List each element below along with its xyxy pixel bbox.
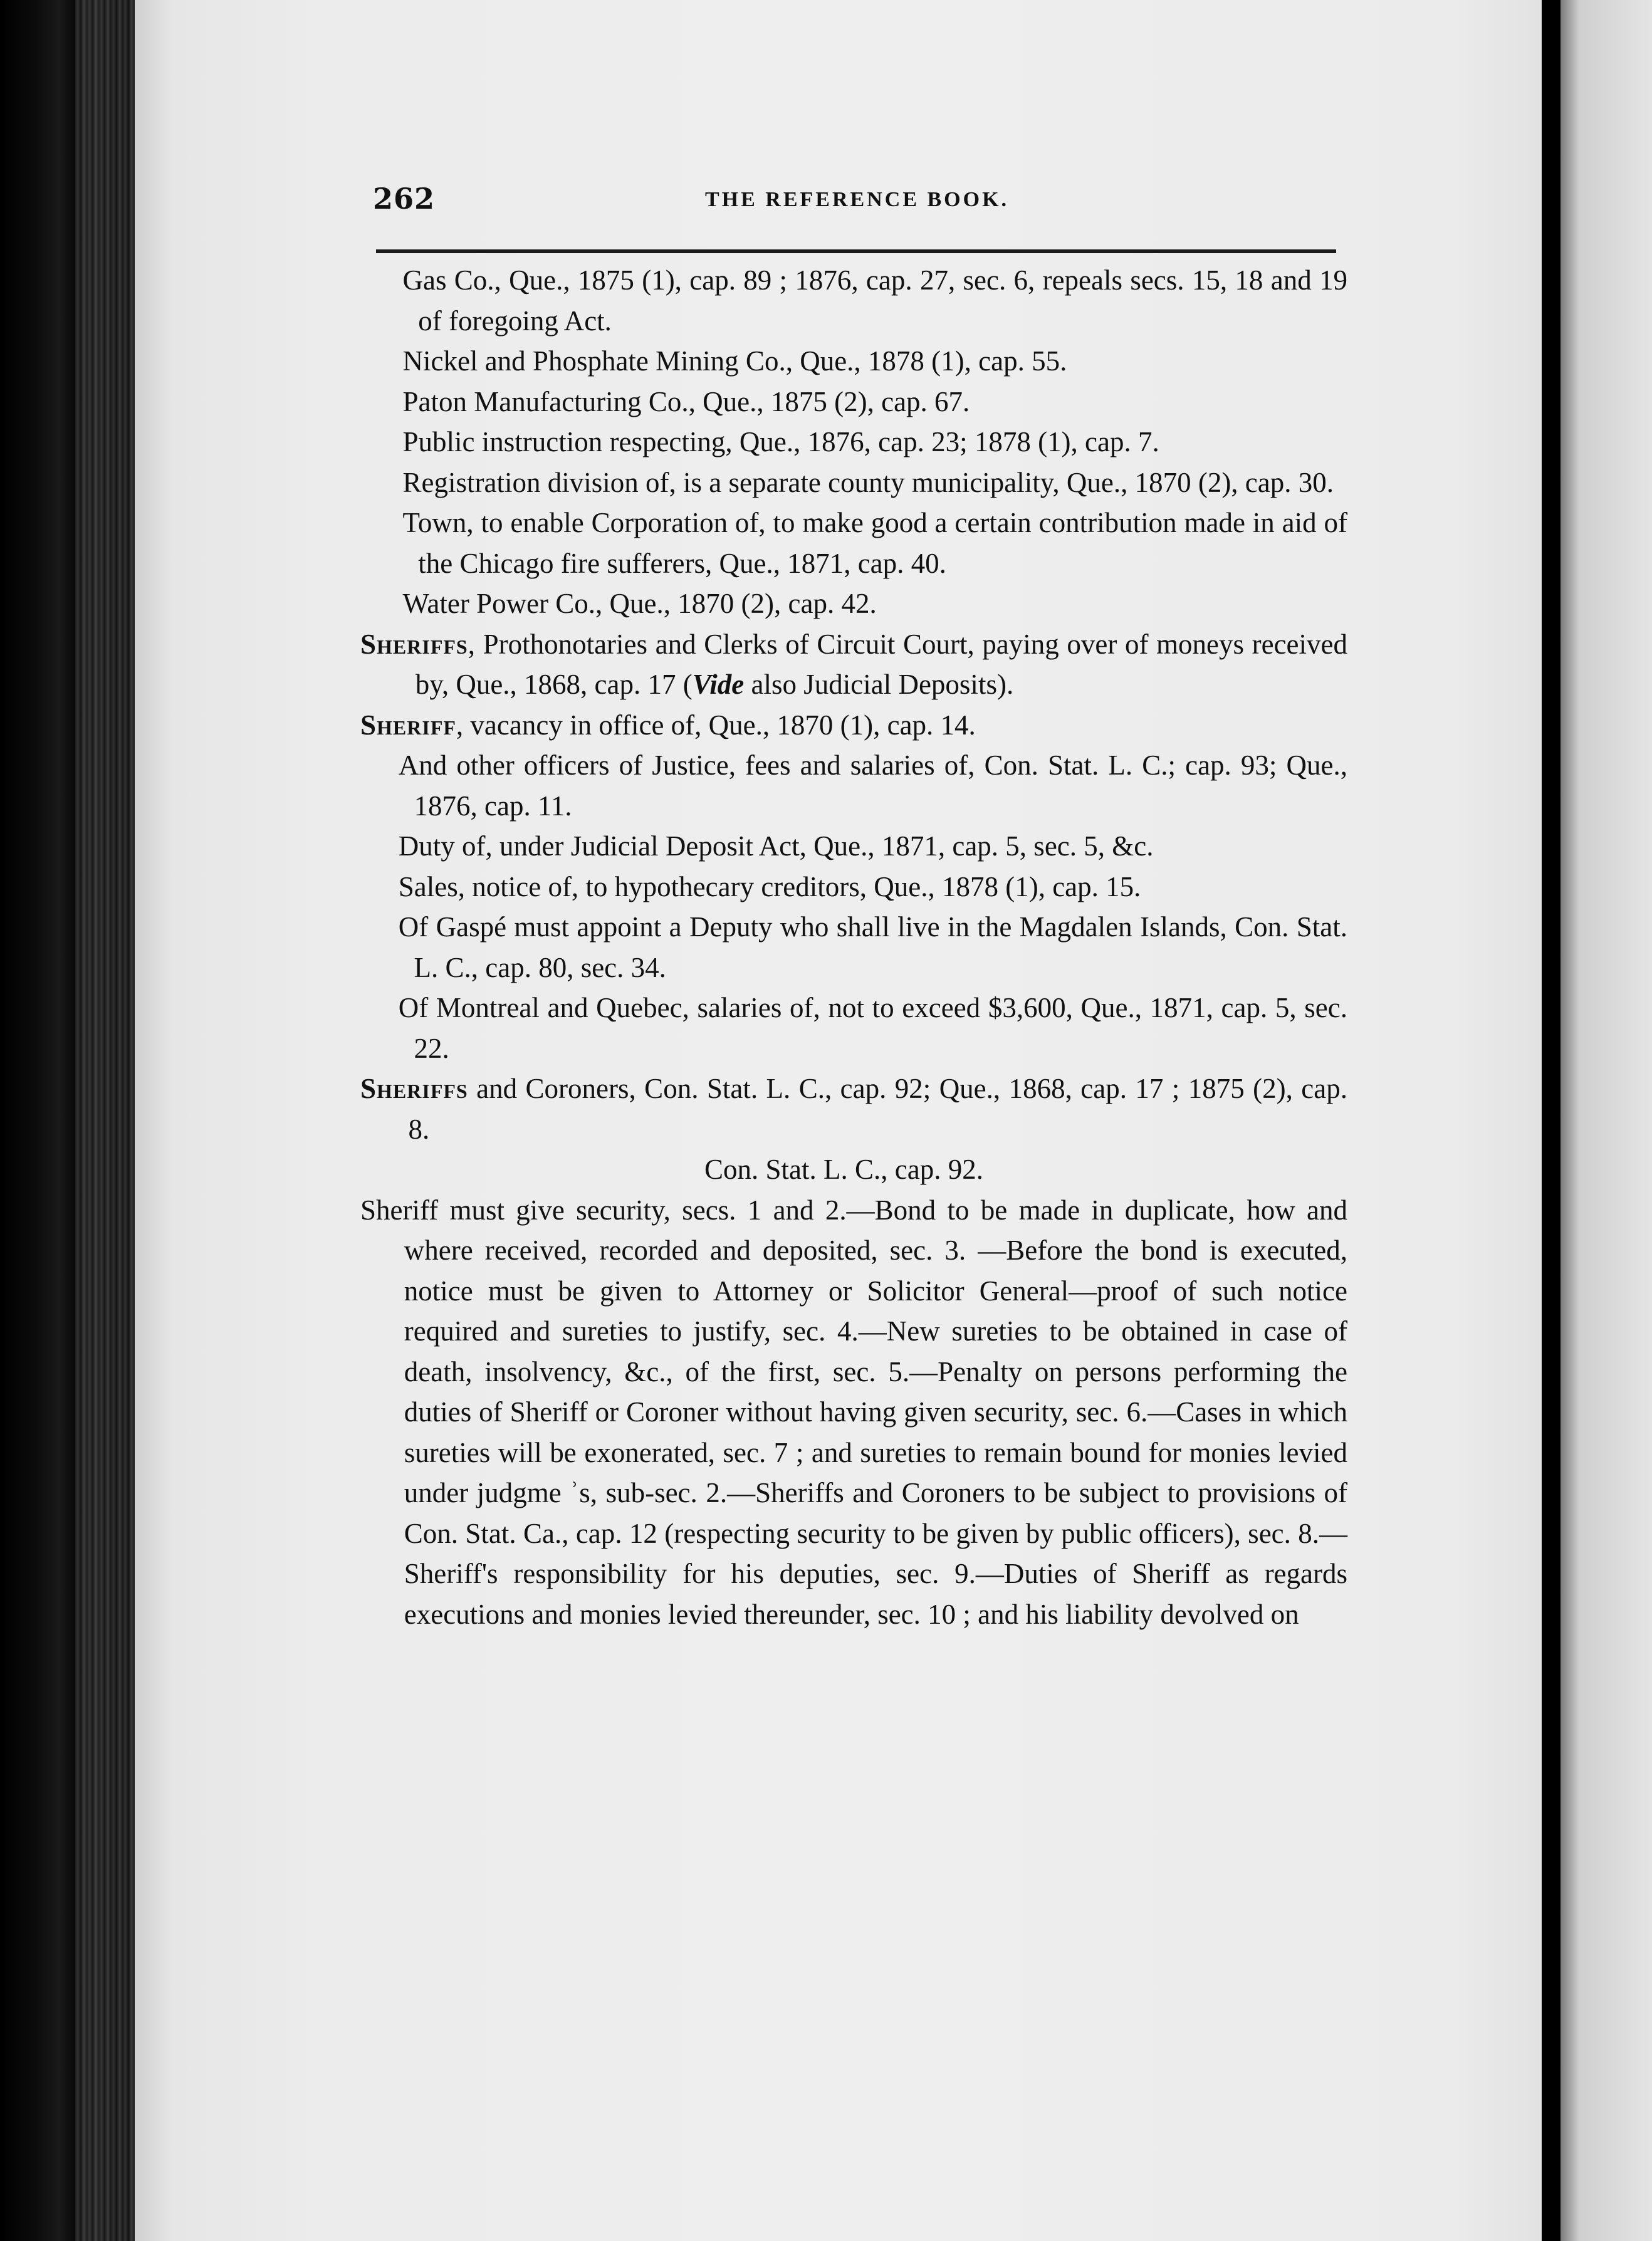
index-entry: Public instruction respecting, Que., 1876, cap. 23; 1878 (1), cap. 7. — [402, 426, 1159, 457]
running-title: THE REFERENCE BOOK. — [705, 188, 1010, 211]
index-subentry: And other officers of Justice, fees and salaries of, Con. Stat. L. C.; cap. 93; Que., 1876, cap. 11. — [398, 750, 1347, 822]
entry-text: also Judicial Deposits). — [744, 669, 1014, 700]
index-entry: Paton Manufacturing Co., Que., 1875 (2), cap. 67. — [402, 385, 970, 417]
index-subentry: Duty of, under Judicial Deposit Act, Que., 1871, cap. 5, sec. 5, &c. — [398, 830, 1154, 862]
entry-heading: Sheriff — [360, 709, 456, 741]
entry-text: and Coroners, Con. Stat. L. C., cap. 92; Que., 1868, cap. 17 ; 1875 (2), cap. 8. — [408, 1073, 1347, 1145]
index-subentry: Of Montreal and Quebec, salaries of, not to exceed $3,600, Que., 1871, cap. 5, sec. 22. — [398, 992, 1347, 1064]
adjacent-page-edge — [1561, 0, 1652, 2241]
book-binding-edge — [75, 0, 135, 2241]
vide-reference: Vide — [692, 669, 745, 700]
index-entry-sheriffs-coroners — [360, 1068, 1347, 1149]
statute-reference: Con. Stat. L. C., cap. 92. — [704, 1154, 983, 1185]
index-entry: Registration division of, is a separate county municipality, Que., 1870 (2), cap. 30. — [402, 466, 1334, 498]
index-entry-sheriff — [360, 705, 1347, 746]
page-gutter — [1542, 0, 1561, 2241]
index-entry: Nickel and Phosphate Mining Co., Que., 1878 (1), cap. 55. — [402, 345, 1067, 377]
entry-text: , vacancy in office of, Que., 1870 (1), cap. 14. — [456, 709, 976, 741]
index-subentry: Of Gaspé must appoint a Deputy who shall live in the Magdalen Islands, Con. Stat. L. C., cap. 80, sec. 34. — [398, 911, 1347, 983]
entry-text: , Prothonotaries and Clerks of Circuit Court, paying over of moneys received by, Que., 1868, cap. 17 ( — [415, 628, 1347, 700]
entry-heading: Sheriffs — [360, 1073, 468, 1104]
index-entry: Gas Co., Que., 1875 (1), cap. 89 ; 1876, cap. 27, sec. 6, repeals secs. 15, 18 and 19 of foregoing Act. — [402, 264, 1347, 337]
header-rule — [376, 249, 1336, 253]
entry-heading: Sheriffs — [360, 628, 468, 660]
page-number: 262 — [373, 182, 436, 216]
index-entry: Town, to enable Corporation of, to make good a certain contribution made in aid of the Chicago fire sufferers, Que., 1871, cap. 40. — [402, 507, 1347, 579]
index-subentry: Sales, notice of, to hypothecary creditors, Que., 1878 (1), cap. 15. — [398, 870, 1141, 902]
index-text-body — [360, 260, 1347, 1634]
index-entry-sheriffs — [360, 624, 1347, 705]
page-header — [373, 182, 1338, 226]
index-entry: Water Power Co., Que., 1870 (2), cap. 42. — [402, 588, 877, 619]
security-paragraph: Sheriff must give security, secs. 1 and 2.—Bond to be made in duplicate, how and where received, recorded and deposited, sec. 3. —Before the bond is executed, notice must be given to Attorney or Solicitor General—proof of such notice required and sureties to justify, sec. 4.—New sureties to be obtained in case of death, insolvency, &c., of the first, sec. 5.—Penalty on persons performing the duties of Sheriff or Coroner without having given security, sec. 6.—Cases in which sureties will be exonerated, sec. 7 ; and sureties to remain bound for monies levied under judgme ʾs, sub-sec. 2.—Sheriffs and Coroners to be subject to provisions of Con. Stat. Ca., cap. 12 (respecting security to be given by public officers), sec. 8.—Sheriff's responsibility for his deputies, sec. 9.—Duties of Sheriff as regards executions and monies levied thereunder, sec. 10 ; and his liability devolved on — [360, 1194, 1347, 1630]
